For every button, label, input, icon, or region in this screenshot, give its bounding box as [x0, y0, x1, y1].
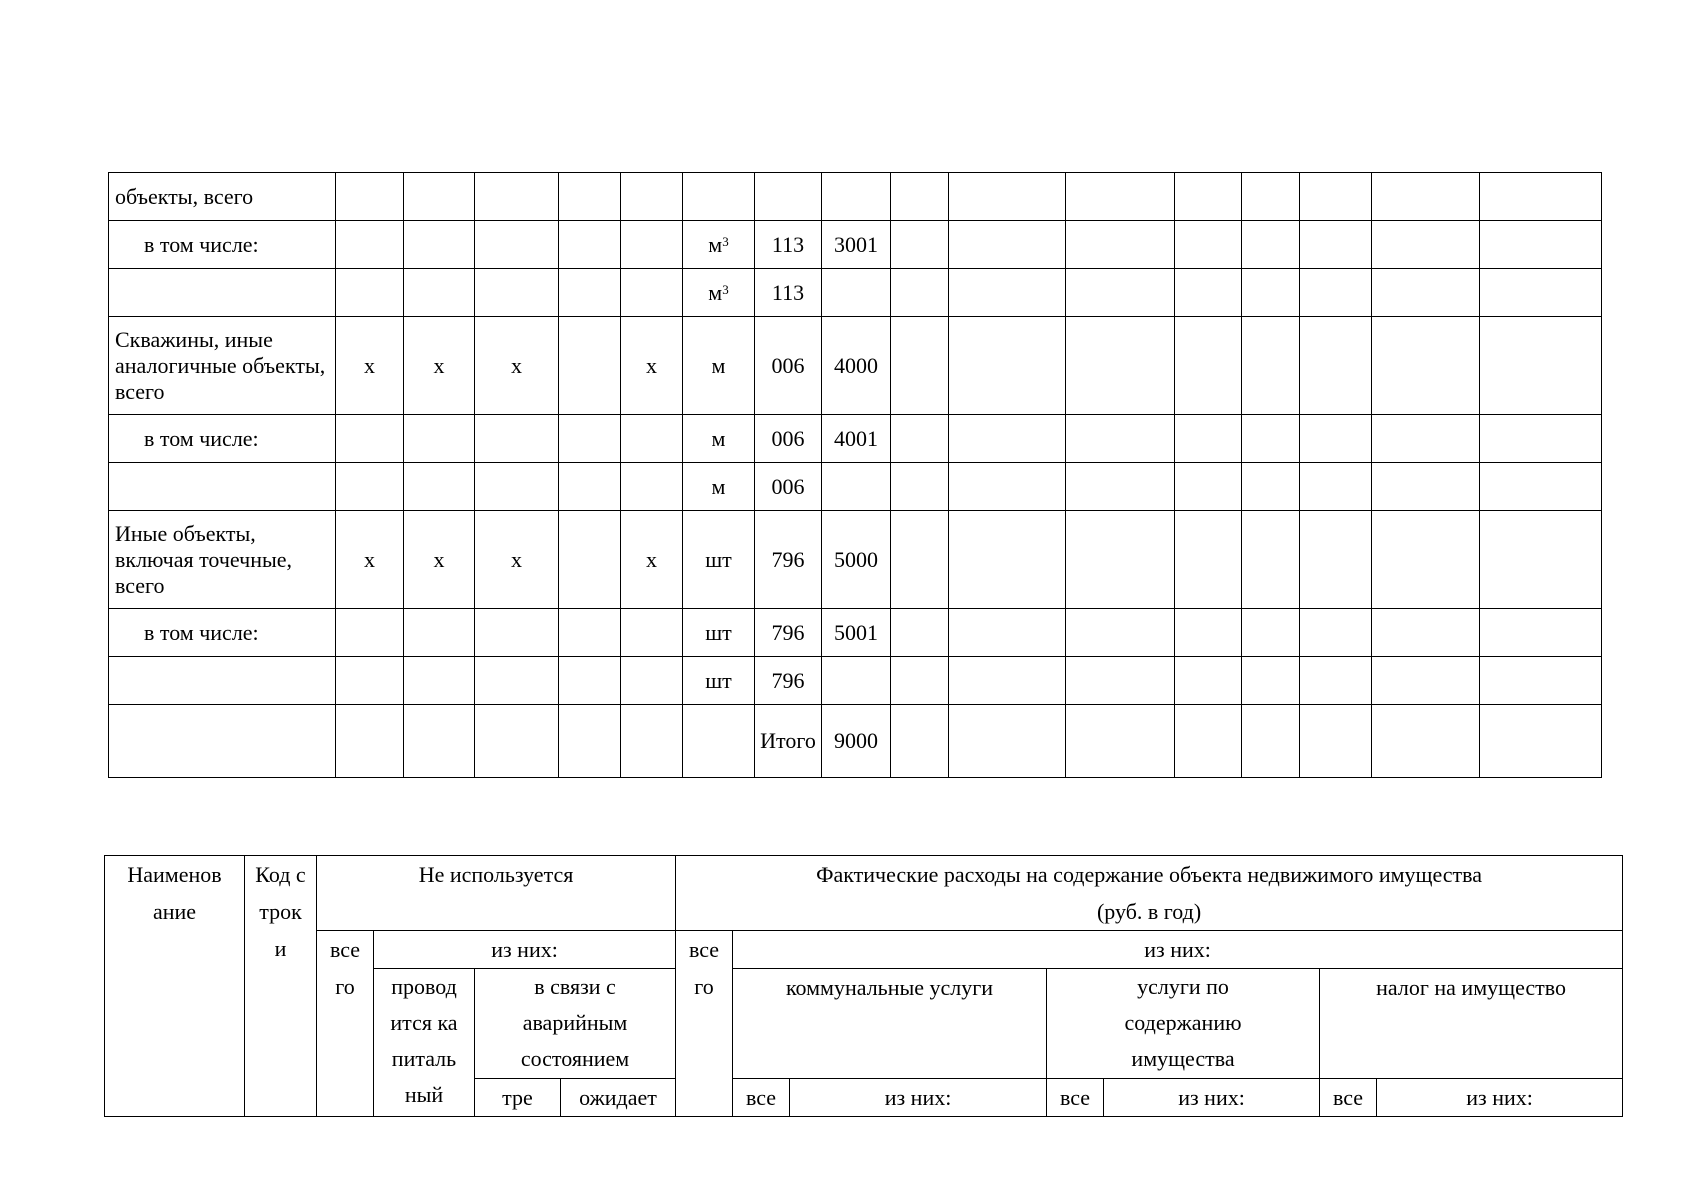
empty-cell — [949, 609, 1066, 657]
value-cell — [559, 415, 621, 463]
value-cell — [559, 173, 621, 221]
empty-cell — [949, 221, 1066, 269]
unit-text: м — [711, 425, 726, 451]
empty-cell — [949, 269, 1066, 317]
empty-cell — [949, 657, 1066, 705]
value-cell: x — [621, 317, 683, 415]
value-cell — [336, 269, 404, 317]
not-used-header: Не используется — [317, 856, 676, 931]
row-name-cell: Скважины, иные аналогичные объекты, всего — [109, 317, 336, 415]
empty-cell — [1242, 609, 1300, 657]
value-cell — [621, 173, 683, 221]
property-tax-header: налог на имущество — [1320, 969, 1623, 1079]
empty-cell — [891, 221, 949, 269]
empty-cell — [1242, 221, 1300, 269]
value-cell — [559, 705, 621, 778]
empty-cell — [1066, 269, 1175, 317]
objects-table — [108, 172, 1602, 778]
empty-cell — [1480, 317, 1602, 415]
empty-cell — [1372, 415, 1480, 463]
maintenance-all-header: все — [1047, 1079, 1104, 1117]
value-cell — [404, 269, 475, 317]
value-cell — [475, 705, 559, 778]
row-name-cell: в том числе: — [109, 415, 336, 463]
total-1-cell — [317, 931, 374, 1117]
empty-cell — [1066, 705, 1175, 778]
empty-cell — [1480, 221, 1602, 269]
utilities-of-them-header: из них: — [790, 1079, 1047, 1117]
capital-repair-cell — [374, 969, 475, 1117]
empty-cell — [949, 317, 1066, 415]
table-row — [109, 173, 1602, 221]
empty-cell — [1242, 173, 1300, 221]
unit-text: шт — [705, 619, 732, 645]
value-cell — [475, 415, 559, 463]
row-name-cell: Иные объекты, включая точечные, всего — [109, 511, 336, 609]
table-row — [109, 609, 1602, 657]
value-cell — [621, 657, 683, 705]
emergency-cell — [475, 969, 676, 1079]
okei-code: 796 — [771, 546, 805, 572]
empty-cell — [1175, 415, 1242, 463]
of-them-2-header: из них: — [733, 931, 1623, 969]
empty-cell — [1175, 317, 1242, 415]
empty-cell — [1066, 317, 1175, 415]
objects-table-body — [109, 173, 1602, 778]
unit-text: м — [711, 352, 726, 378]
empty-cell — [1372, 609, 1480, 657]
empty-cell — [1300, 173, 1372, 221]
empty-cell — [1480, 705, 1602, 778]
emergency-header: в связи с аварийным состоянием — [520, 974, 630, 1071]
empty-cell — [1066, 221, 1175, 269]
value-cell: x — [475, 511, 559, 609]
empty-cell — [1480, 511, 1602, 609]
unit-text: м — [711, 473, 726, 499]
line-code-cell: 9000 — [822, 705, 891, 778]
unit-cell — [683, 657, 755, 705]
okei-code: 113 — [771, 231, 805, 257]
total-2-cell — [676, 931, 733, 1117]
value-cell — [404, 463, 475, 511]
empty-cell — [1372, 705, 1480, 778]
value-cell — [475, 463, 559, 511]
requires-header: тре — [475, 1079, 561, 1117]
empty-cell — [891, 657, 949, 705]
value-cell — [559, 657, 621, 705]
code-header-cell — [245, 856, 317, 1117]
okei-cell — [755, 511, 822, 609]
row-name-cell — [109, 657, 336, 705]
value-cell — [475, 173, 559, 221]
table-row — [109, 269, 1602, 317]
table-row — [109, 657, 1602, 705]
expenses-title: Фактические расходы на содержание объекта недвижимого имущества — [816, 862, 1483, 887]
empty-cell — [949, 463, 1066, 511]
value-cell — [404, 221, 475, 269]
value-cell — [404, 173, 475, 221]
line-code-cell — [822, 173, 891, 221]
row-name-cell — [109, 463, 336, 511]
awaits-header: ожидает — [561, 1079, 676, 1117]
value-cell — [336, 657, 404, 705]
okei-code: 796 — [771, 619, 805, 645]
okei-code: 006 — [771, 425, 805, 451]
empty-cell — [1175, 221, 1242, 269]
value-cell — [336, 415, 404, 463]
value-cell — [475, 609, 559, 657]
empty-cell — [1372, 173, 1480, 221]
empty-cell — [891, 173, 949, 221]
value-cell — [336, 609, 404, 657]
value-cell — [559, 609, 621, 657]
value-cell — [559, 317, 621, 415]
value-cell — [404, 657, 475, 705]
capital-repair-header: проводится капитальный — [390, 974, 458, 1107]
okei-cell — [755, 317, 822, 415]
expenses-unit: (руб. в год) — [1096, 899, 1202, 924]
empty-cell — [1300, 511, 1372, 609]
value-cell — [621, 609, 683, 657]
okei-cell — [755, 657, 822, 705]
maintenance-cell — [1047, 969, 1320, 1079]
expenses-header — [676, 856, 1623, 931]
table-row — [109, 705, 1602, 778]
empty-cell — [1066, 415, 1175, 463]
empty-cell — [1372, 657, 1480, 705]
table-row — [109, 221, 1602, 269]
empty-cell — [1480, 415, 1602, 463]
value-cell — [404, 705, 475, 778]
empty-cell — [891, 269, 949, 317]
empty-cell — [1066, 511, 1175, 609]
value-cell — [621, 221, 683, 269]
empty-cell — [949, 173, 1066, 221]
empty-cell — [1300, 657, 1372, 705]
empty-cell — [949, 511, 1066, 609]
unit-cell — [683, 317, 755, 415]
empty-cell — [1372, 317, 1480, 415]
unit-superscript: 3 — [722, 281, 729, 297]
row-name-cell: объекты, всего — [109, 173, 336, 221]
unit-cell — [683, 173, 755, 221]
empty-cell — [1300, 415, 1372, 463]
expenses-header-table — [104, 855, 1623, 1117]
empty-cell — [1300, 269, 1372, 317]
table-row — [109, 511, 1602, 609]
empty-cell — [891, 463, 949, 511]
value-cell — [336, 463, 404, 511]
tax-all-header: все — [1320, 1079, 1377, 1117]
value-cell — [336, 221, 404, 269]
table-row — [109, 415, 1602, 463]
okei-code: 006 — [771, 352, 805, 378]
line-code-cell — [822, 463, 891, 511]
empty-cell — [1242, 463, 1300, 511]
value-cell — [621, 463, 683, 511]
unit-text: м — [708, 231, 723, 257]
empty-cell — [949, 705, 1066, 778]
empty-cell — [1175, 609, 1242, 657]
total-1-header: всего — [329, 937, 361, 999]
row-name-cell: в том числе: — [109, 609, 336, 657]
value-cell — [621, 269, 683, 317]
tax-of-them-header: из них: — [1377, 1079, 1623, 1117]
okei-code: Итого — [760, 728, 816, 753]
row-name-cell — [109, 269, 336, 317]
value-cell — [559, 463, 621, 511]
line-code-cell: 4000 — [822, 317, 891, 415]
maintenance-of-them-header: из них: — [1104, 1079, 1320, 1117]
line-code-cell: 5001 — [822, 609, 891, 657]
value-cell — [404, 609, 475, 657]
value-cell: x — [336, 317, 404, 415]
unit-cell — [683, 221, 755, 269]
empty-cell — [1242, 415, 1300, 463]
unit-text: шт — [705, 546, 732, 572]
utilities-all-header: все — [733, 1079, 790, 1117]
value-cell — [559, 511, 621, 609]
unit-cell — [683, 511, 755, 609]
line-code-cell — [822, 269, 891, 317]
empty-cell — [1242, 269, 1300, 317]
unit-cell — [683, 463, 755, 511]
value-cell — [559, 269, 621, 317]
empty-cell — [1372, 511, 1480, 609]
empty-cell — [891, 705, 949, 778]
value-cell: x — [475, 317, 559, 415]
value-cell — [336, 705, 404, 778]
okei-code: 006 — [771, 473, 805, 499]
value-cell: x — [404, 511, 475, 609]
value-cell — [336, 173, 404, 221]
empty-cell — [1300, 317, 1372, 415]
okei-code: 113 — [771, 279, 805, 305]
value-cell: x — [336, 511, 404, 609]
empty-cell — [1066, 657, 1175, 705]
value-cell — [475, 657, 559, 705]
okei-cell — [755, 415, 822, 463]
value-cell — [621, 415, 683, 463]
okei-cell — [755, 705, 822, 778]
empty-cell — [1480, 173, 1602, 221]
empty-cell — [1242, 511, 1300, 609]
empty-cell — [1175, 705, 1242, 778]
line-code-cell: 5000 — [822, 511, 891, 609]
empty-cell — [1300, 609, 1372, 657]
unit-text: шт — [705, 667, 732, 693]
utilities-header: коммунальные услуги — [733, 969, 1047, 1079]
unit-cell — [683, 269, 755, 317]
empty-cell — [949, 415, 1066, 463]
line-code-cell: 3001 — [822, 221, 891, 269]
unit-cell — [683, 705, 755, 778]
empty-cell — [1480, 609, 1602, 657]
okei-cell — [755, 609, 822, 657]
value-cell: x — [404, 317, 475, 415]
value-cell — [404, 415, 475, 463]
empty-cell — [1175, 657, 1242, 705]
empty-cell — [1300, 221, 1372, 269]
empty-cell — [1480, 269, 1602, 317]
okei-code: 796 — [771, 667, 805, 693]
okei-cell — [755, 463, 822, 511]
name-header: Наименование — [127, 862, 222, 924]
table-row — [109, 463, 1602, 511]
value-cell — [475, 221, 559, 269]
line-code-cell: 4001 — [822, 415, 891, 463]
maintenance-header: услуги по содержанию имущества — [1124, 974, 1242, 1071]
empty-cell — [891, 317, 949, 415]
empty-cell — [1175, 173, 1242, 221]
row-name-cell: в том числе: — [109, 221, 336, 269]
of-them-1-header: из них: — [374, 931, 676, 969]
value-cell — [475, 269, 559, 317]
name-header-cell — [105, 856, 245, 1117]
empty-cell — [1066, 463, 1175, 511]
empty-cell — [1480, 463, 1602, 511]
empty-cell — [1175, 463, 1242, 511]
line-code-cell — [822, 657, 891, 705]
unit-superscript: 3 — [722, 233, 729, 249]
okei-cell — [755, 269, 822, 317]
empty-cell — [1372, 269, 1480, 317]
empty-cell — [1242, 705, 1300, 778]
empty-cell — [1372, 463, 1480, 511]
row-name-cell — [109, 705, 336, 778]
empty-cell — [1480, 657, 1602, 705]
okei-cell — [755, 173, 822, 221]
value-cell: x — [621, 511, 683, 609]
empty-cell — [1066, 173, 1175, 221]
empty-cell — [891, 609, 949, 657]
empty-cell — [1242, 657, 1300, 705]
empty-cell — [1175, 511, 1242, 609]
empty-cell — [891, 511, 949, 609]
empty-cell — [1175, 269, 1242, 317]
empty-cell — [1372, 221, 1480, 269]
empty-cell — [891, 415, 949, 463]
value-cell — [559, 221, 621, 269]
unit-cell — [683, 415, 755, 463]
empty-cell — [1242, 317, 1300, 415]
empty-cell — [1300, 705, 1372, 778]
empty-cell — [1066, 609, 1175, 657]
code-header: Код строки — [255, 862, 306, 961]
unit-text: м — [708, 279, 723, 305]
empty-cell — [1300, 463, 1372, 511]
okei-cell — [755, 221, 822, 269]
value-cell — [621, 705, 683, 778]
table-row — [109, 317, 1602, 415]
total-2-header: всего — [689, 937, 720, 999]
unit-cell — [683, 609, 755, 657]
